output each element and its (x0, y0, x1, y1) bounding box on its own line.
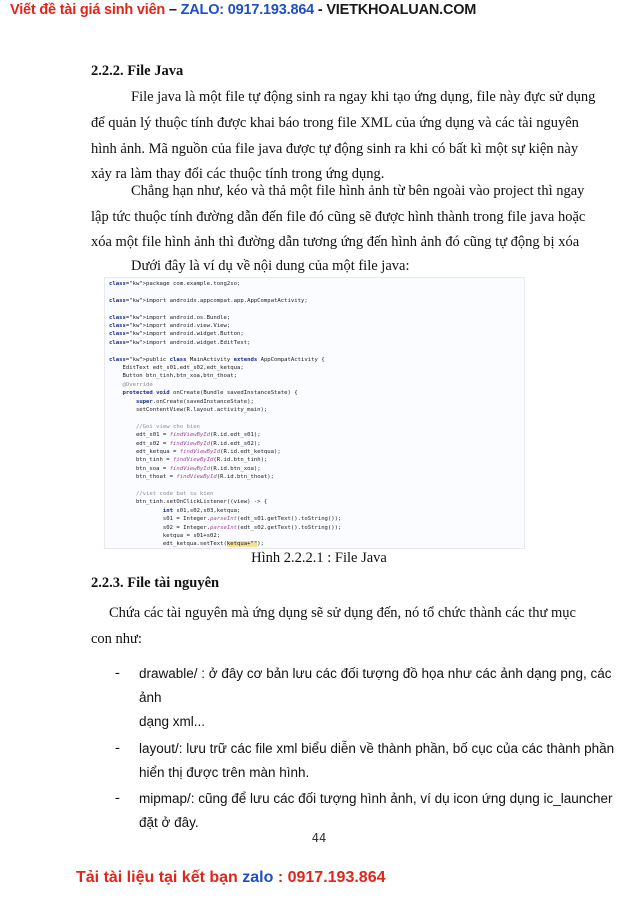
list-bullet: - (115, 790, 120, 806)
code-line: edt_s02 = findViewById(R.id.edt_s02); (109, 440, 261, 447)
footer-banner-zalo: zalo (242, 869, 274, 886)
header-banner-dash: – (165, 2, 181, 18)
list-item-line: hiển thị được trên màn hình. (139, 765, 310, 780)
code-line: ketqua = s01+s02; (109, 533, 221, 539)
header-banner-site: - VIETKHOALUAN.COM (314, 2, 477, 18)
code-line: edt_ketqua = findViewById(R.id.edt_ketqua); (109, 449, 281, 455)
paragraph-line: File java là một file tự động sinh ra ngay khi tạo ứng dụng, file này đực sử dụng (131, 89, 596, 105)
paragraph-line: con như: (91, 631, 142, 647)
code-line: int s01,s02,s03,ketqua; (162, 507, 241, 514)
code-line: setContentView(R.layout.activity_main); (109, 407, 268, 413)
list-item-line: mipmap/: cũng để lưu các đối tượng hình ảnh, ví dụ icon ứng dụng ic_launcher (139, 791, 613, 806)
code-line: class="kw">import android.os.Bundle; (109, 314, 231, 321)
section-heading-file-java: 2.2.2. File Java (91, 63, 184, 79)
code-line: class="kw">public class MainActivity extends AppCompatActivity { (109, 356, 325, 363)
list-item-line: layout/: lưu trữ các file xml biểu diễn về thành phần, bố cục của các thành phần (139, 741, 615, 756)
paragraph-line: Dưới đây là ví dụ về nội dung của một file java: (131, 258, 410, 274)
paragraph-line: lập tức thuộc tính đường dẫn đến file đó cũng sẽ được hình thành trong file java hoặc (91, 209, 586, 225)
list-item-line: đặt ở đây. (139, 815, 199, 830)
code-line: EditText edt_s01,edt_s02,edt_ketqua; (109, 365, 244, 371)
header-banner (10, 2, 476, 18)
code-line: s01 = Integer.parseInt(edt_s01.getText().toString()); (109, 516, 342, 523)
paragraph-line: xóa một file hình ảnh thì đường dẫn tương ứng đến hình ảnh đó cũng tự động bị xóa (91, 234, 580, 250)
code-line: class="kw">package com.example.tong2so; (109, 281, 241, 287)
code-line: protected void onCreate(Bundle savedInstanceState) { (122, 390, 298, 397)
code-line: //Goi view cho bien (109, 423, 200, 430)
code-line: edt_ketqua.setText(ketqua+""); (109, 541, 264, 548)
list-item-line: ảnh (139, 690, 162, 705)
footer-banner (76, 869, 385, 887)
code-line: s02 = Integer.parseInt(edt_s02.getText().toString()); (109, 524, 342, 531)
page-number: 44 (311, 831, 327, 845)
footer-banner-text: Tải tài liệu tại kết bạn (76, 869, 243, 886)
code-line: Button btn_tinh,btn_xoa,btn_thoat; (109, 373, 237, 380)
paragraph-line: Chẳng hạn như, kéo và thả một file hình ảnh từ bên ngoài vào project thì ngay (131, 183, 585, 199)
section-heading-resource-files: 2.2.3. File tài nguyên (91, 575, 220, 591)
code-line: class="kw">import android.view.View; (109, 323, 231, 329)
code-line: edt_s01 = findViewById(R.id.edt_s01); (109, 432, 261, 439)
code-line: class="kw">import android.widget.EditText; (109, 339, 251, 346)
list-item-line: drawable/ : ở đây cơ bản lưu các đối tượng đồ họa như các ảnh dạng png, các (139, 666, 612, 681)
code-line: btn_tinh.setOnClickListener((view) -> { (109, 499, 268, 506)
footer-banner-phone: : 0917.193.864 (273, 869, 386, 886)
code-line: class="kw">import android.widget.Button; (109, 331, 244, 338)
header-banner-zalo: ZALO: 0917.193.864 (180, 2, 315, 18)
paragraph-line: hình ảnh. Mã nguồn của file java được tự động sinh ra khi có bất kì một sự kiện này (91, 141, 579, 157)
list-bullet: - (115, 740, 120, 756)
header-banner-text: Viết đề tài giá sinh viên (10, 2, 166, 18)
list-item-line: dạng xml... (139, 714, 206, 729)
code-line: btn_thoat = findViewById(R.id.btn_thoat); (109, 474, 275, 481)
code-line: super.onCreate(savedInstanceState); (135, 398, 254, 405)
code-line: @Override (122, 381, 153, 388)
code-line: btn_tinh = findViewById(R.id.btn_tinh); (109, 457, 268, 464)
code-line: //viet code bat su kien (109, 491, 214, 497)
paragraph-line: để quản lý thuộc tính được khai báo trong file XML của ứng dụng và các tài nguyên (91, 115, 579, 131)
figure-caption: Hình 2.2.2.1 : File Java (251, 550, 387, 566)
list-bullet: - (115, 665, 120, 681)
code-line: class="kw">import androidx.appcompat.app.AppCompatActivity; (109, 297, 308, 304)
paragraph-line: Chứa các tài nguyên mà ứng dụng sẽ sử dụng đến, nó tổ chức thành các thư mục (109, 605, 576, 621)
code-screenshot (104, 277, 525, 549)
paragraph-line: xảy ra làm thay đổi các thuộc tính trong ứng dụng. (91, 166, 385, 182)
code-line: btn_xoa = findViewById(R.id.btn_xoa); (109, 465, 261, 472)
